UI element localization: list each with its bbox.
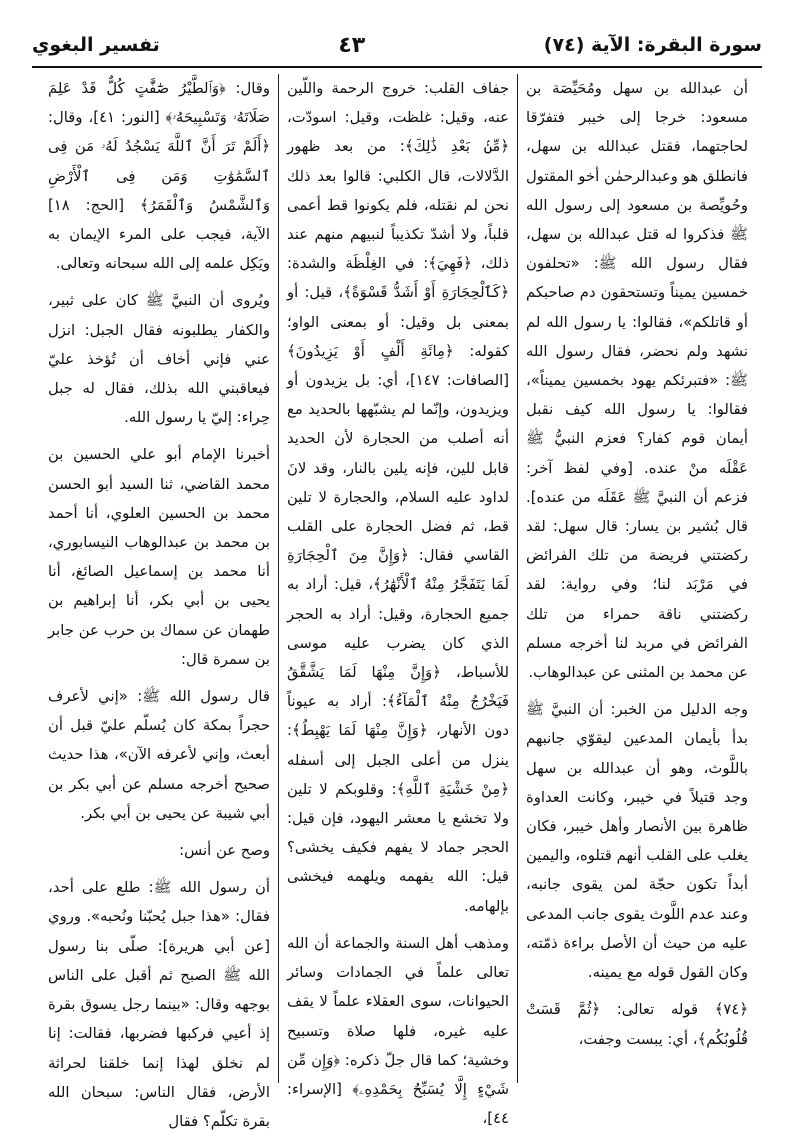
column-right [518, 74, 756, 1083]
header-rule [32, 66, 762, 68]
paragraph: ومذهب أهل السنة والجماعة أن الله تعالى علماً في الجمادات وسائر الحيوانات، سوى العقلاء علماً لا يقف عليه غيره، فلها صلاة وتسبيح وخشية؛ كما قال جلّ ذكره: ﴿وَإِن مِّن شَيْءٍ إِلَّا يُسَبِّحُ بِحَمْدِهِۦ﴾ [الإسراء: ٤٤]، [287, 934, 509, 1128]
paragraph: وصح عن أنس: [179, 842, 270, 860]
column-divider [517, 74, 518, 1083]
paragraph: جفاف القلب: خروج الرحمة واللّين عنه، وقيل: غلظت، وقيل: اسودّت، ﴿مِّنۢ بَعْدِ ذَٰلِكَ﴾: من بعد ظهور الدَّلالات، قال الكلبي: قالوا بعد ذلك نحن لم نقتله، فلم يكونوا قط أعمى قلباً، ولا أشدّ تكذيباً لنبيهم منهم عند ذلك، ﴿فَهِيَ﴾: في الغِلْظَة والشدة: ﴿كَٱلْحِجَارَةِ أَوْ أَشَدُّ قَسْوَةً﴾، قيل: أو بمعنى بل وقيل: أو بمعنى الواو؛ كقوله: ﴿مِائَةِ أَلْفٍ أَوْ يَزِيدُونَ﴾ [الصافات: ١٤٧]، أي: بل يزيدون أو ويزيدون، وإنّما لم يشبّهها بالحديد مع أنه أصلب من الحجارة لأن الحديد قابل للين، فإنه يلين بالنار، وقد لانَ لداود عليه السلام، والحجارة لا تلين قط، ثم فضل الحجارة على القلب القاسي فقال: ﴿وَإِنَّ مِنَ ٱلْحِجَارَةِ لَمَا يَتَفَجَّرُ مِنْهُ ٱلْأَنْهَٰرُ﴾، قيل: أراد به جميع الحجارة، وقيل: أراد به الحجر الذي كان يضرب عليه موسى للأسباط، ﴿وَإِنَّ مِنْهَا لَمَا يَشَّقَّقُ فَيَخْرُجُ مِنْهُ ٱلْمَآءُ﴾: أراد به عيوناً دون الأنهار، ﴿وَإِنَّ مِنْهَا لَمَا يَهْبِطُ﴾: ينزل من أعلى الجبل إلى أسفله ﴿مِنْ خَشْيَةِ ٱللَّهِ﴾: وقلوبكم لا تلين ولا تخشع يا معشر اليهود، فإن قيل: الحجر جماد لا يفهم فكيف يخشى؟ قيل: الله يفهمه ويلهمه فيخشى بإلهامه. [287, 80, 509, 915]
paragraph: وقال: ﴿وَٱلطَّيْرُ صَٰٓفَّٰتٍ كُلٌّ قَدْ عَلِمَ صَلَاتَهُۥ وَتَسْبِيحَهُۥ﴾ [النور: ٤١]، وقال: ﴿أَلَمْ تَرَ أَنَّ ٱللَّهَ يَسْجُدُ لَهُۥ مَن فِى ٱلسَّمَٰوَٰتِ وَمَن فِى ٱلْأَرْضِ وَٱلشَّمْسُ وَٱلْقَمَرُ﴾ [الحج: ١٨] الآية، فيجب على المرء الإيمان به ويَكِل علمه إلى الله سبحانه وتعالى. [48, 80, 270, 273]
book-title: تفسير البغوي [32, 34, 160, 56]
page-number: ٤٣ [338, 32, 366, 58]
column-middle [279, 74, 517, 1128]
text-columns [40, 74, 756, 1130]
paragraph: ﴿٧٤﴾ قوله تعالى: ﴿ثُمَّ قَسَتْ قُلُوبُكُم﴾، أي: يبست وجفت، [526, 1001, 748, 1048]
paragraph: أن عبدالله بن سهل ومُحَيِّصَة بن مسعود: خرجا إلى خيبر فتفرّقا لحاجتهما، فقتل عبدالله بن سهل، فانطلق هو وعبدالرحمٰن أخو المقتول وحُويِّصة بن مسعود إلى رسول الله ﷺ فذكروا له قتل عبدالله بن سهل، فقال رسول الله ﷺ: «تحلفون خمسين يميناً وتستحقون دم صاحبكم أو قاتلكم»، فقالوا: يا رسول الله لم نشهد ولم نحضر، فقال رسول الله ﷺ: «فتبرئكم يهود بخمسين يميناً»، فقالوا: يا رسول الله كيف نقبل أيمان قوم كفار؟ فعزم النبيُّ ﷺ عَقْلَه منْ عنده. [وفي لفظ آخر: فزعم أن النبيَّ ﷺ عَقَلَه من عنده]. قال بُشير بن يسار: قال سهل: لقد ركضتني فريضة من تلك الفرائض في مَرْبَد لنا؛ وفي رواية: لقد ركضتني ناقة حمراء من تلك الفرائض في مربد لنا أخرجه مسلم عن محمد بن المثنى عن عبدالوهاب. [526, 80, 748, 682]
page-header [32, 24, 762, 66]
paragraph: قال رسول الله ﷺ: «إني لأعرف حجراً بمكة كان يُسلّم عليّ قبل أن أبعث، وإني لأعرفه الآن»، هذا حديث صحيح أخرجه مسلم عن أبي بكر بن أبي شيبة عن يحيى بن أبي بكر. [48, 688, 270, 822]
paragraph: وجه الدليل من الخبر: أن النبيَّ ﷺ بدأ بأيمان المدعين ليقوّي جانبهم باللَّوث، وهو أن عبدالله بن سهل وجد قتيلاً في خيبر، وكانت العداوة ظاهرة بين الأنصار وأهل خيبر، فكان يغلب على القلب أنهم قتلوه، واليمين أبداً تكون حجّة لمن يقوى جانبه، وعند عدم اللَّوث يقوى جانب المدعى عليه من حيث أن الأصل براءة ذمّته، وكان القول قوله مع يمينه. [526, 701, 748, 982]
paragraph: أخبرنا الإمام أبو علي الحسين بن محمد القاضي، ثنا السيد أبو الحسن محمد بن الحسين العلوي، أنا أحمد بن محمد بن عبدالوهاب النيسابوري، أنا محمد بن إسماعيل الصائغ، أنا يحيى بن أبي بكر، أنا إبراهيم بن طهمان عن سماك بن حرب عن جابر بن سمرة قال: [48, 446, 270, 668]
column-left [40, 74, 278, 1130]
paragraph: ويُروى أن النبيَّ ﷺ كان على ثبير، والكفار يطلبونه فقال الجبل: انزل عني فإني أخاف أن تُؤخذ عليّ فيعاقبني الله بذلك، فقال له جبل حِراء: إليّ يا رسول الله. [48, 292, 270, 427]
paragraph: أن رسول الله ﷺ: طلع على أحد، فقال: «هذا جبل يُحبّنا ونُحبه». وروي [عن أبي هريرة]: صلّى بنا رسول الله ﷺ الصبح ثم أقبل على الناس بوجهه وقال: «بينما رجل يسوق بقرة إذ أعيي فركبها فضربها، فقالت: إنا لم نخلق لهذا إنما خلقنا لحراثة الأرض، فقال الناس: سبحان الله بقرة تكلّم؟ فقال [48, 879, 270, 1130]
column-divider [278, 74, 279, 1083]
surah-heading: سورة البقرة: الآية (٧٤) [543, 34, 762, 56]
